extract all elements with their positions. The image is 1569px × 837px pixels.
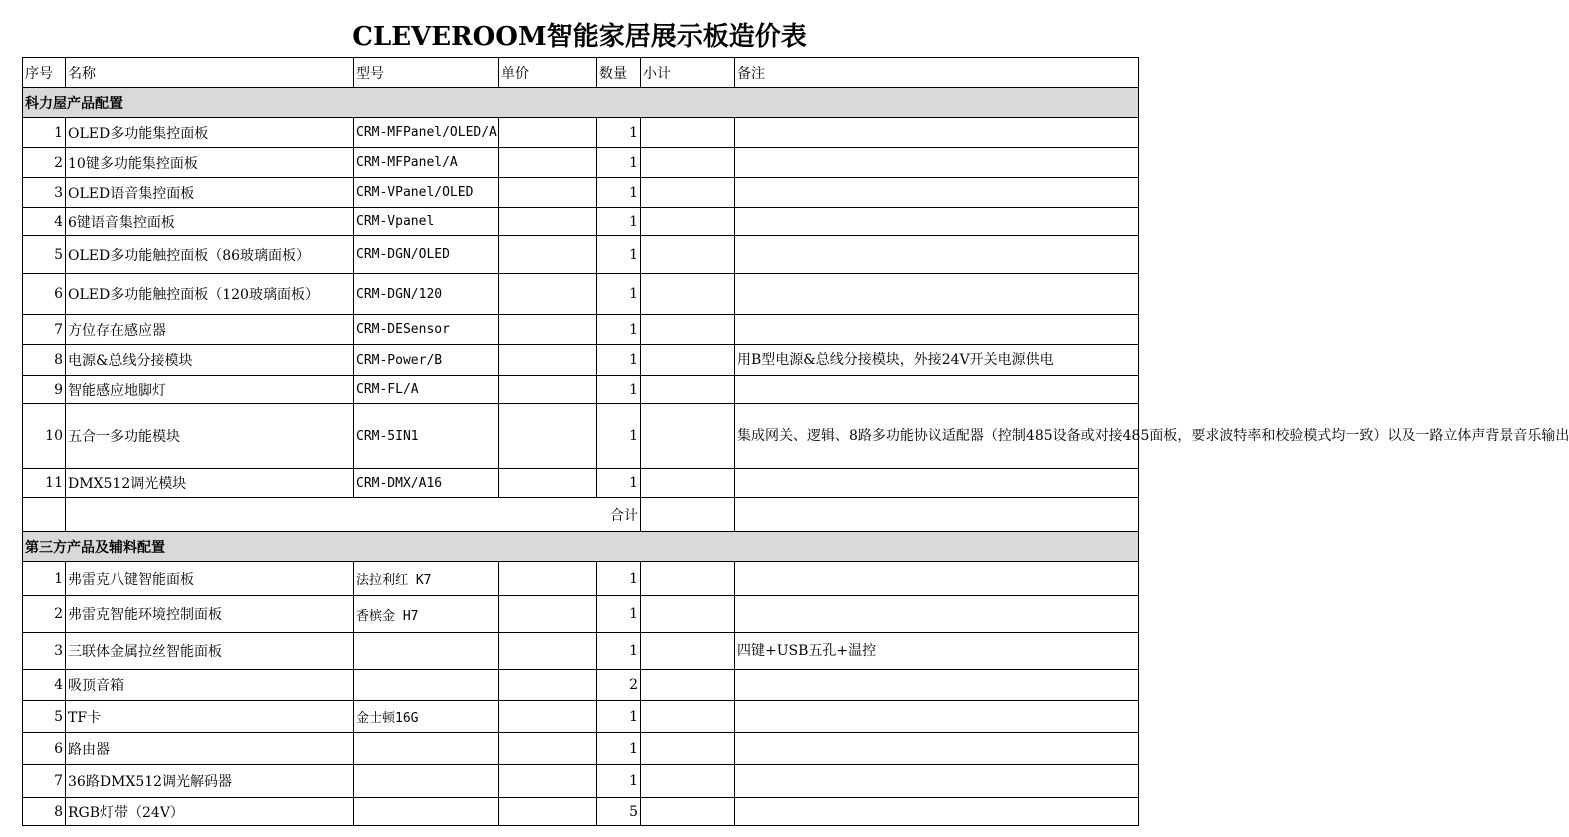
row-index: 1 [23,118,66,148]
row-note [735,733,1139,765]
row-index: 6 [23,733,66,765]
row-name: 弗雷克八键智能面板 [66,562,354,596]
row-unit-price [499,633,597,670]
row-subtotal [641,701,735,733]
row-note [735,798,1139,826]
row-subtotal [641,118,735,148]
row-model: CRM-VPanel/OLED [354,178,499,208]
row-note: 集成网关、逻辑、8路多功能协议适配器（控制485设备或对接485面板，要求波特率和校验模式均一致）以及一路立体声背景音乐输出 [735,404,1139,469]
row-model: CRM-5IN1 [354,404,499,469]
row-subtotal [641,274,735,315]
row-subtotal [641,469,735,498]
row-subtotal [641,670,735,701]
table-row [23,701,1139,733]
row-subtotal [641,404,735,469]
row-index: 4 [23,208,66,236]
row-subtotal [641,178,735,208]
row-name: 五合一多功能模块 [66,404,354,469]
table-row [23,236,1139,274]
col-notes-header: 备注 [735,58,1139,88]
row-note [735,701,1139,733]
row-note [735,148,1139,178]
total-note [735,498,1139,532]
total-label: 合计 [66,498,641,532]
row-note [735,315,1139,345]
row-qty: 2 [597,670,641,701]
row-model [354,670,499,701]
col-unit-price-header: 单价 [499,58,597,88]
row-qty: 1 [597,633,641,670]
row-model: CRM-MFPanel/OLED/A [354,118,499,148]
row-unit-price [499,274,597,315]
row-unit-price [499,208,597,236]
section-header-cleveroom [23,88,1139,118]
row-qty: 1 [597,469,641,498]
row-note [735,765,1139,798]
row-name: 吸顶音箱 [66,670,354,701]
row-model [354,633,499,670]
table-row [23,469,1139,498]
row-name: OLED多功能集控面板 [66,118,354,148]
row-model: CRM-Power/B [354,345,499,376]
row-model: 法拉利红 K7 [354,562,499,596]
row-model: CRM-DMX/A16 [354,469,499,498]
row-index: 5 [23,236,66,274]
row-model: CRM-DGN/120 [354,274,499,315]
row-qty: 1 [597,274,641,315]
row-model: CRM-Vpanel [354,208,499,236]
row-unit-price [499,178,597,208]
col-subtotal-header: 小计 [641,58,735,88]
table-row [23,733,1139,765]
table-row [23,562,1139,596]
col-qty-header: 数量 [597,58,641,88]
table-row [23,148,1139,178]
row-index: 11 [23,469,66,498]
row-name: 智能感应地脚灯 [66,376,354,404]
row-subtotal [641,562,735,596]
page-title: CLEVEROOM智能家居展示板造价表 [352,22,807,52]
row-qty: 1 [597,562,641,596]
table-row [23,596,1139,633]
row-model [354,765,499,798]
row-name: 36路DMX512调光解码器 [66,765,354,798]
row-note [735,208,1139,236]
row-qty: 1 [597,148,641,178]
row-note [735,274,1139,315]
row-index: 6 [23,274,66,315]
row-index: 10 [23,404,66,469]
row-model [354,798,499,826]
row-index: 3 [23,633,66,670]
row-subtotal [641,765,735,798]
row-name: RGB灯带（24V） [66,798,354,826]
row-unit-price [499,670,597,701]
table-row [23,404,1139,469]
row-name: OLED语音集控面板 [66,178,354,208]
row-name: 10键多功能集控面板 [66,148,354,178]
row-model: CRM-FL/A [354,376,499,404]
row-note [735,596,1139,633]
row-index: 9 [23,376,66,404]
section-title: 第三方产品及辅料配置 [23,532,1139,562]
row-note [735,178,1139,208]
row-model: CRM-MFPanel/A [354,148,499,178]
row-name: DMX512调光模块 [66,469,354,498]
row-subtotal [641,596,735,633]
row-qty: 1 [597,701,641,733]
row-unit-price [499,315,597,345]
row-name: 弗雷克智能环境控制面板 [66,596,354,633]
row-note: 用B型电源&总线分接模块，外接24V开关电源供电 [735,345,1139,376]
row-subtotal [641,236,735,274]
row-name: 6键语音集控面板 [66,208,354,236]
section-header-third-party [23,532,1139,562]
col-model-header: 型号 [354,58,499,88]
row-name: OLED多功能触控面板（86玻璃面板） [66,236,354,274]
row-note [735,469,1139,498]
row-unit-price [499,469,597,498]
row-index: 3 [23,178,66,208]
row-index: 7 [23,315,66,345]
row-model: 香槟金 H7 [354,596,499,633]
table-row [23,670,1139,701]
row-name: OLED多功能触控面板（120玻璃面板） [66,274,354,315]
total-empty [23,498,66,532]
header-row [23,58,1139,88]
row-qty: 1 [597,236,641,274]
table-row [23,178,1139,208]
row-subtotal [641,633,735,670]
total-value [641,498,735,532]
row-qty: 1 [597,178,641,208]
row-note [735,562,1139,596]
row-index: 4 [23,670,66,701]
row-subtotal [641,148,735,178]
table-row [23,798,1139,826]
row-qty: 1 [597,208,641,236]
row-unit-price [499,733,597,765]
row-note [735,236,1139,274]
row-unit-price [499,118,597,148]
row-model: 金士顿16G [354,701,499,733]
row-index: 5 [23,701,66,733]
row-unit-price [499,701,597,733]
row-qty: 1 [597,315,641,345]
row-unit-price [499,236,597,274]
row-name: 电源&总线分接模块 [66,345,354,376]
row-model: CRM-DESensor [354,315,499,345]
row-subtotal [641,733,735,765]
row-unit-price [499,404,597,469]
row-model: CRM-DGN/OLED [354,236,499,274]
table-row [23,208,1139,236]
price-table [22,57,1569,826]
row-index: 7 [23,765,66,798]
table-row [23,274,1139,315]
row-qty: 1 [597,345,641,376]
row-unit-price [499,596,597,633]
col-index-header: 序号 [23,58,66,88]
section-title: 科力屋产品配置 [23,88,1139,118]
row-unit-price [499,148,597,178]
row-name: 三联体金属拉丝智能面板 [66,633,354,670]
table-row [23,345,1139,376]
row-qty: 1 [597,765,641,798]
row-model [354,733,499,765]
row-name: 路由器 [66,733,354,765]
row-qty: 1 [597,596,641,633]
row-name: TF卡 [66,701,354,733]
row-note: 四键+USB五孔+温控 [735,633,1139,670]
row-index: 8 [23,798,66,826]
row-qty: 1 [597,118,641,148]
row-note [735,118,1139,148]
row-index: 1 [23,562,66,596]
row-qty: 5 [597,798,641,826]
row-qty: 1 [597,376,641,404]
row-subtotal [641,798,735,826]
table-row [23,765,1139,798]
total-row [23,498,1139,532]
table-row [23,315,1139,345]
row-unit-price [499,765,597,798]
table-row [23,633,1139,670]
row-unit-price [499,376,597,404]
row-unit-price [499,562,597,596]
col-name-header: 名称 [66,58,354,88]
row-subtotal [641,376,735,404]
row-index: 2 [23,596,66,633]
row-unit-price [499,345,597,376]
row-index: 2 [23,148,66,178]
row-note [735,670,1139,701]
table-row [23,118,1139,148]
row-note [735,376,1139,404]
table-row [23,376,1139,404]
row-subtotal [641,345,735,376]
row-qty: 1 [597,733,641,765]
row-index: 8 [23,345,66,376]
row-qty: 1 [597,404,641,469]
row-name: 方位存在感应器 [66,315,354,345]
row-subtotal [641,315,735,345]
row-unit-price [499,798,597,826]
row-subtotal [641,208,735,236]
